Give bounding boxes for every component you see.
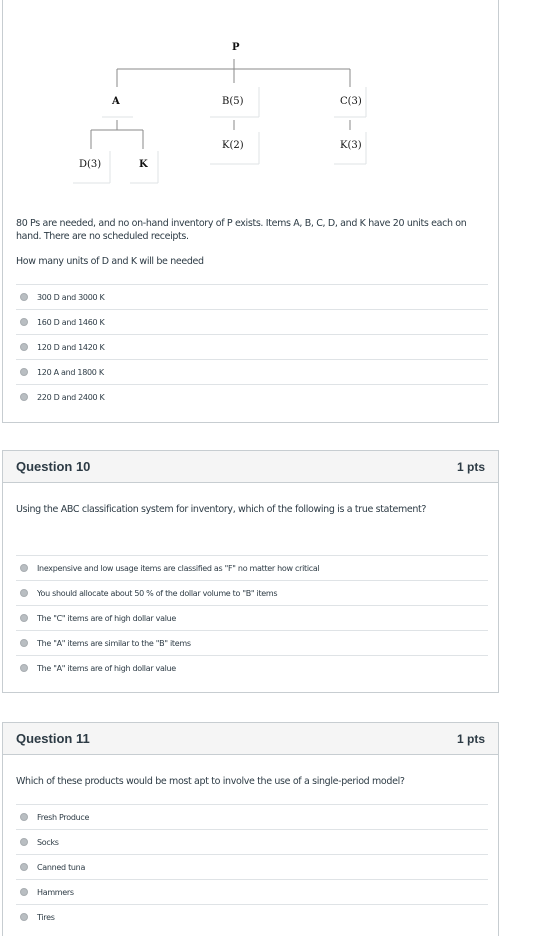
node-d: D(3) [79,159,102,170]
product-structure-tree [3,0,500,199]
node-c: C(3) [340,96,362,107]
radio-button[interactable] [20,343,28,351]
answer-option[interactable]: 160 D and 1460 K [16,309,488,334]
answer-option[interactable]: Fresh Produce [16,804,488,829]
radio-button[interactable] [20,564,28,572]
question-10-header [3,451,498,483]
question-10-card [2,450,499,693]
question-9-prompt: 80 Ps are needed, and no on-hand inventory of P exists. Items A, B, C, D, and K have 20 units each on hand. There are no scheduled receipts. [16,218,467,242]
node-k-under-a: K [139,159,148,170]
node-a: A [112,96,120,107]
answer-option[interactable]: Inexpensive and low usage items are classified as "F" no matter how critical [16,555,488,580]
radio-button[interactable] [20,863,28,871]
question-11-header [3,723,498,755]
answer-option[interactable]: 300 D and 3000 K [16,284,488,309]
node-k-under-b: K(2) [222,140,244,151]
answer-option[interactable]: Hammers [16,879,488,904]
question-10-answers [16,555,488,680]
question-11-answers [16,804,488,929]
answer-option[interactable]: You should allocate about 50 % of the dollar volume to "B" items [16,580,488,605]
answer-option[interactable]: The "C" items are of high dollar value [16,605,488,630]
radio-button[interactable] [20,913,28,921]
question-9-subprompt: How many units of D and K will be needed [16,256,204,267]
question-11-prompt: Which of these products would be most apt to involve the use of a single-period model? [16,776,405,787]
question-points: 1 pts [456,731,485,746]
question-9-answers [16,284,488,409]
radio-button[interactable] [20,664,28,672]
radio-button[interactable] [20,293,28,301]
answer-option[interactable]: The "A" items are of high dollar value [16,655,488,680]
question-points: 1 pts [456,459,485,474]
question-title: Question 11 [16,731,90,746]
radio-button[interactable] [20,614,28,622]
radio-button[interactable] [20,838,28,846]
answer-option[interactable]: 120 A and 1800 K [16,359,488,384]
tree-lines [3,0,500,199]
radio-button[interactable] [20,639,28,647]
answer-option[interactable]: The "A" items are similar to the "B" items [16,630,488,655]
question-10-prompt: Using the ABC classification system for inventory, which of the following is a true statement? [16,504,427,515]
radio-button[interactable] [20,318,28,326]
radio-button[interactable] [20,393,28,401]
answer-option[interactable]: Tires [16,904,488,929]
question-title: Question 10 [16,459,91,474]
question-11-card [2,722,499,936]
answer-option[interactable]: 220 D and 2400 K [16,384,488,409]
answer-option[interactable]: Canned tuna [16,854,488,879]
question-9-card [2,0,499,423]
radio-button[interactable] [20,368,28,376]
node-k-under-c: K(3) [340,140,362,151]
answer-option[interactable]: 120 D and 1420 K [16,334,488,359]
radio-button[interactable] [20,813,28,821]
radio-button[interactable] [20,589,28,597]
node-p: P [232,42,240,53]
answer-option[interactable]: Socks [16,829,488,854]
node-b: B(5) [222,96,244,107]
radio-button[interactable] [20,888,28,896]
